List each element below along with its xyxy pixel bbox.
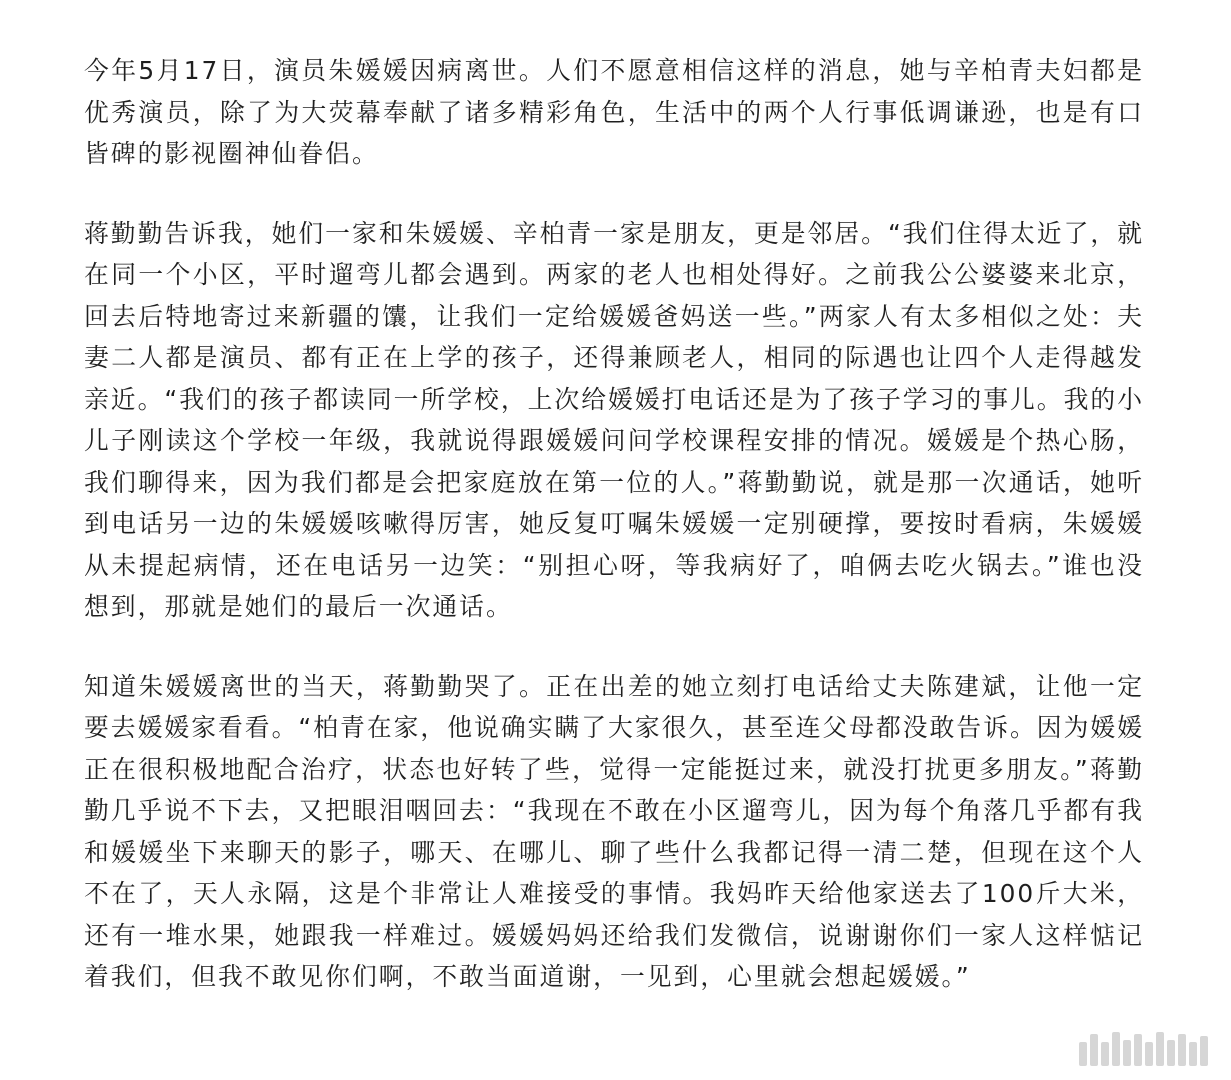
paragraph-2: 蒋勤勤告诉我，她们一家和朱媛媛、辛柏青一家是朋友，更是邻居。“我们住得太近了，就在同一个小区，平时遛弯儿都会遇到。两家的老人也相处得好。之前我公公婆婆来北京，回去后特地寄过来新疆的馕，让我们一定给媛媛爸妈送一些。”两家人有太多相似之处：夫妻二人都是演员、都有正在上学的孩子，还得兼顾老人，相同的际遇也让四个人走得越发亲近。“我们的孩子都读同一所学校，上次给媛媛打电话还是为了孩子学习的事儿。我的小儿子刚读这个学校一年级，我就说得跟媛媛问问学校课程安排的情况。媛媛是个热心肠，我们聊得来，因为我们都是会把家庭放在第一位的人。”蒋勤勤说，就是那一次通话，她听到电话另一边的朱媛媛咳嗽得厉害，她反复叮嘱朱媛媛一定别硬撑，要按时看病，朱媛媛从未提起病情，还在电话另一边笑：“别担心呀，等我病好了，咱俩去吃火锅去。”谁也没想到，那就是她们的最后一次通话。 (84, 218, 1144, 621)
paragraph-1: 今年5月17日，演员朱媛媛因病离世。人们不愿意相信这样的消息，她与辛柏青夫妇都是优秀演员，除了为大荧幕奉献了诸多精彩角色，生活中的两个人行事低调谦逊，也是有口皆碑的影视圈神仙眷侣。 (84, 56, 1144, 168)
paragraph-3: 知道朱媛媛离世的当天，蒋勤勤哭了。正在出差的她立刻打电话给丈夫陈建斌，让他一定要去媛媛家看看。“柏青在家，他说确实瞒了大家很久，甚至连父母都没敢告诉。因为媛媛正在很积极地配合治疗，状态也好转了些，觉得一定能挺过来，就没打扰更多朋友。”蒋勤勤几乎说不下去，又把眼泪咽回去：“我现在不敢在小区遛弯儿，因为每个角落几乎都有我和媛媛坐下来聊天的影子，哪天、在哪儿、聊了些什么我都记得一清二楚，但现在这个人不在了，天人永隔，这是个非常让人难接受的事情。我妈昨天给他家送去了100斤大米，还有一堆水果，她跟我一样难过。媛媛妈妈还给我们发微信，说谢谢你们一家人这样惦记着我们，但我不敢见你们啊，不敢当面道谢，一见到，心里就会想起媛媛。” (84, 671, 1144, 991)
bar-pattern-icon (1077, 1028, 1217, 1068)
article-body (84, 50, 1144, 1036)
watermark (1077, 1028, 1217, 1068)
